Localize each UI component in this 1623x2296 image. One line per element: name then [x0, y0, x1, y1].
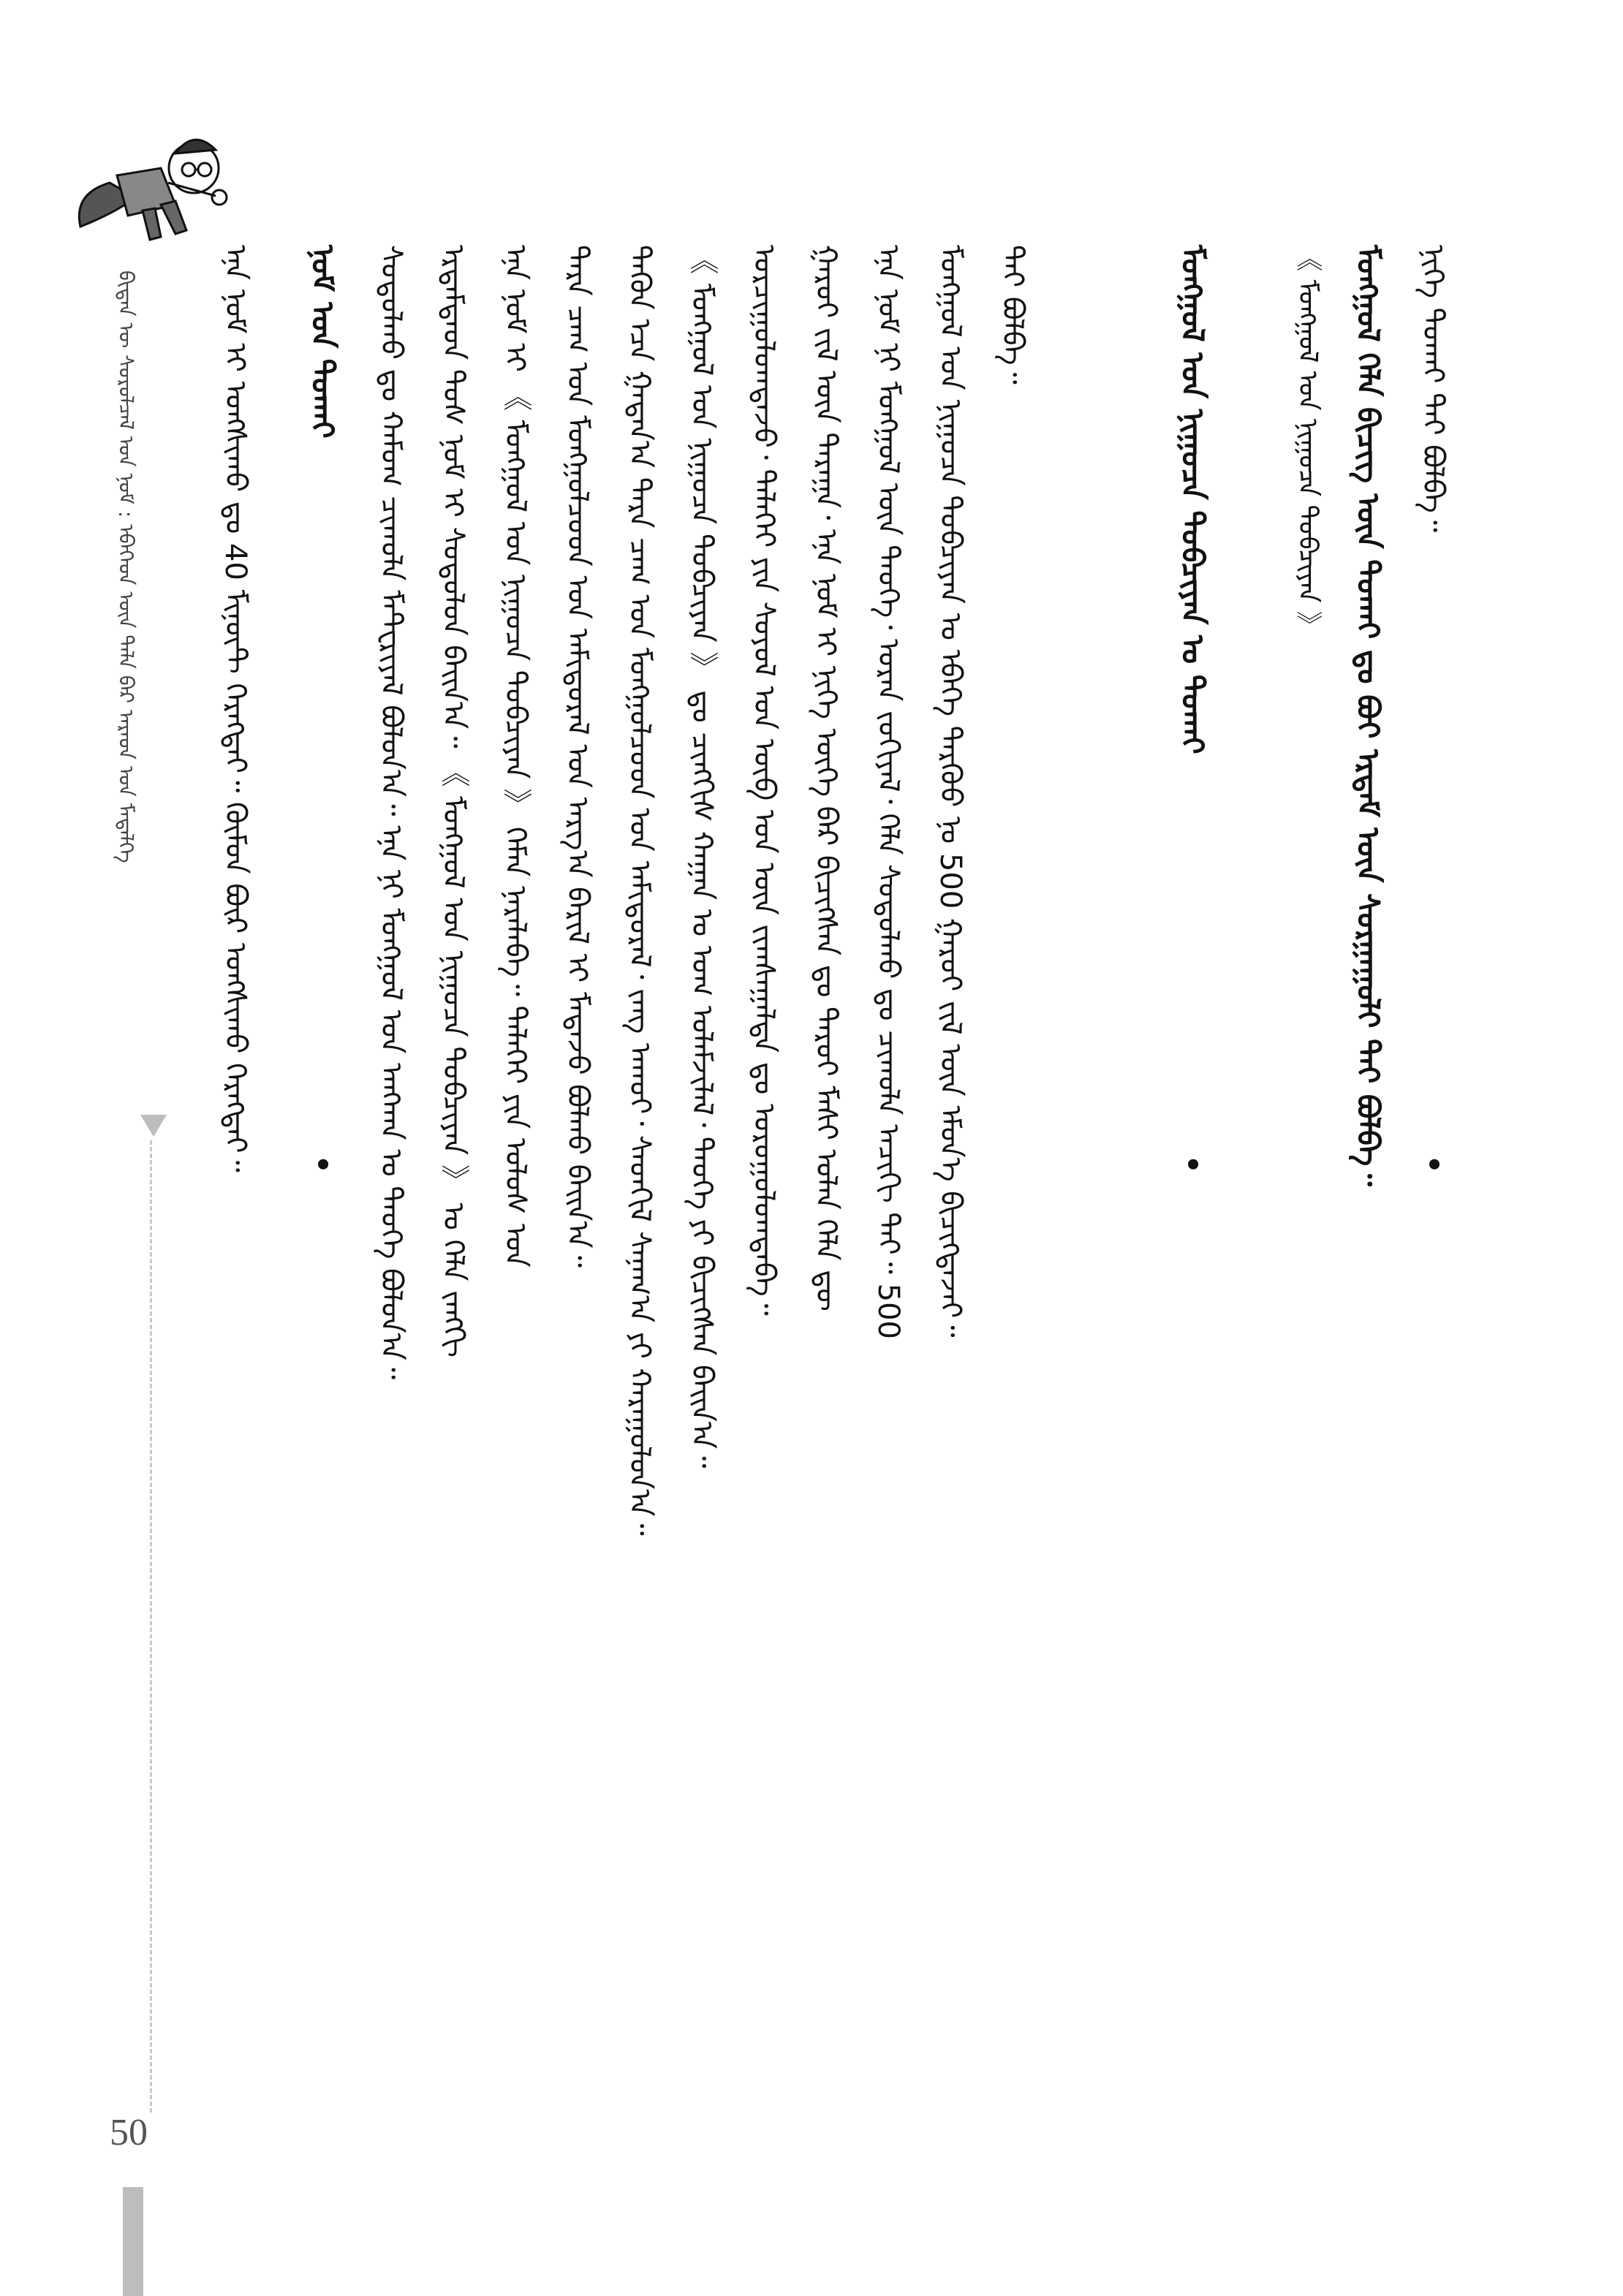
body-line-1: ᠨᠢᠭᠡ ᠲᠤᠬᠠᠢ ᠲᠠᠢ ᠪᠣᠯᠪᠠ᠃: [1416, 245, 1450, 533]
body-line-7: ᠣᠷᠴᠢᠭᠤᠯᠤᠭᠳᠠᠵᠤ᠂ ᠳᠡᠯᠡᠬᠡᠢ ᠶᠢᠨ ᠰᠣᠶᠣᠯ ᠤᠨ ᠥᠪ ᠡᠳ ᠦᠨ ᠵᠢᠭᠰᠠᠭᠠᠯᠲᠠ ᠳᠤ ᠣᠷᠤᠭᠤᠯᠤᠭᠳᠠᠪᠠ᠃: [747, 245, 781, 1316]
body-line-3: ᠲᠠᠢ ᠪᠣᠯᠪᠠ᠃: [996, 245, 1029, 384]
body-line-12: ᠡᠷᠳᠡᠮᠲᠡᠳ ᠲᠤᠰ ᠨᠣᠮ ᠢ ᠰᠤᠳᠤᠯᠤᠨ ᠪᠠᠢᠨ᠎ᠠ᠃ 《 ᠮᠣᠩᠭᠣᠯ ᠤᠨ ᠨᠢᠭᠤᠴᠠ ᠲᠣᠪᠴᠢᠶᠠᠨ 》 ᠤ ᠬᠡᠯᠡ ᠵᠠᠩᠭᠢ: [436, 245, 470, 1357]
body-line-8: 《 ᠮᠣᠩᠭᠣᠯ ᠤᠨ ᠨᠢᠭᠤᠴᠠ ᠲᠣᠪᠴᠢᠶᠠᠨ 》 ᠳᠤ ᠴᠢᠩᠭᠢᠰ ᠬᠠᠭᠠᠨ ᠤ ᠤᠭ ᠤᠯᠠᠮᠵᠢᠯᠠᠯ᠂ ᠲᠡᠦᠬᠡ ᠶᠢ ᠪᠢᠴᠢᠭᠰᠡᠨ ᠪᠠᠢᠨ᠎ᠠ᠃: [685, 245, 719, 1469]
page-edge-tab: [123, 2187, 143, 2296]
body-line-final: ᠡᠨᠡ ᠨᠣᠮ ᠢ ᠤᠩᠰᠢᠬᠤ ᠳᠤ 40 ᠮᠢᠨᠦ᠋ᠲ ᠬᠡᠷᠡᠭᠲᠡᠢ᠃ ᠬᠦᠮᠦᠨ ᠪᠦᠷ ᠤᠩᠰᠢᠬᠤ ᠬᠡᠷᠡᠭᠲᠡᠢ᠃: [219, 245, 252, 1172]
dashed-divider: [150, 1140, 152, 2113]
bullet-marker-2: •: [1175, 1155, 1208, 1174]
body-line-13: ᠰᠤᠳᠤᠯᠬᠤ ᠳᠤ ᠬᠠᠮᠤᠭ ᠴᠢᠬᠤᠯᠠ ᠮᠠᠲᠧᠷᠢᠶᠠᠯ ᠪᠣᠯᠤᠨ᠎ᠠ᠃ ᠡᠨᠡ ᠨᠢ ᠮᠣᠩᠭᠣᠯ ᠤᠨ ᠠᠩᠬᠠᠨ ᠤ ᠲᠡᠦᠬᠡ ᠪᠣᠯᠤᠨ᠎ᠠ᠃: [374, 245, 408, 1380]
quote-title: 《 ᠮᠣᠩᠭᠣᠯ ᠤᠨ ᠨᠢᠭᠤᠴᠠ ᠲᠣᠪᠴᠢᠶᠠᠨ 》: [1293, 245, 1323, 637]
cartoon-boy-icon: [66, 124, 234, 251]
page-number: 50: [110, 2112, 148, 2153]
body-line-6: ᠭᠠᠷᠤᠢ ᠵᠢᠯ ᠦᠨ ᠳᠠᠷᠠᠭᠠ᠂ ᠡᠨᠡ ᠨᠣᠮ ᠢ ᠨᠢᠭᠡ ᠦᠭᠡ ᠪᠠᠷ ᠪᠢᠴᠢᠭᠰᠡᠨ ᠳᠤ ᠳᠠᠷᠤᠢ ᠮᠠᠰᠢ ᠣᠯᠠᠨ ᠬᠡᠯᠡ ᠳᠦ: [809, 245, 843, 1311]
body-line-5: ᠡᠨᠡ ᠨᠣᠮ ᠨᠢ ᠮᠣᠩᠭᠣᠯ ᠦᠨ ᠲᠡᠦᠬᠡ᠂ ᠤᠷᠠᠨ ᠵᠣᠬᠢᠶᠠᠯ᠂ ᠬᠡᠯᠡ ᠰᠤᠳᠤᠯᠬᠤ ᠳᠤ ᠴᠢᠬᠤᠯᠠ ᠠᠴᠢᠬᠢ ᠲᠠᠢ᠃ 500: [871, 245, 905, 1339]
body-line-10: ᠲᠡᠷᠡ ᠴᠠᠭ ᠤᠨ ᠮᠣᠩᠭᠣᠯᠴᠤᠳ ᠤᠨ ᠠᠮᠢᠳᠤᠷᠠᠯ ᠤᠨ ᠠᠷᠭ᠎ᠠ ᠪᠠᠷᠢᠯ ᠢ ᠮᠡᠳᠡᠵᠦ ᠪᠣᠯᠬᠤ ᠪᠠᠢᠨ᠎ᠠ᠃: [561, 245, 594, 1268]
body-line-4: ᠮᠣᠩᠭᠣᠯ ᠤᠨ ᠨᠢᠭᠤᠴᠠ ᠲᠣᠪᠴᠢᠶᠠᠨ ᠤ ᠡᠪᠡᠭᠡ ᠲᠡᠷᠭᠦᠦ ᠨᠤ 500 ᠭᠠᠷᠤᠢ ᠵᠢᠯ ᠦᠨ ᠡᠮᠦᠨ᠎ᠡ ᠪᠢᠴᠢᠭᠳᠡᠵᠡᠢ᠃: [934, 245, 967, 1338]
section-heading-secret-history: ᠮᠣᠩᠭᠣᠯ ᠤᠨ ᠨᠢᠭᠤᠴᠠ ᠲᠣᠪᠴᠢᠶᠠᠨ ᠤ ᠲᠤᠬᠠᠢ: [1175, 245, 1211, 754]
section-heading-book: ᠨᠣᠮ ᠤᠨ ᠲᠤᠬᠠᠢ: [305, 245, 341, 439]
bullet-marker-3: •: [305, 1155, 338, 1174]
body-line-2: ᠮᠣᠩᠭᠣᠯ ᠬᠡᠯᠡ ᠪᠢᠴᠢᠭ ᠦᠨ ᠲᠤᠬᠠᠢ ᠳᠤ ᠪᠤᠶ ᠡᠷᠳᠡᠮ ᠦᠨ ᠰᠤᠷᠭᠠᠭᠤᠯᠢ ᠲᠠᠢ ᠪᠣᠯᠪᠠ᠃: [1350, 245, 1386, 1186]
body-line-9: ᠲᠡᠭᠦᠨ ᠡᠴᠡ ᠭᠠᠳᠠᠨ᠎ᠠ ᠲᠡᠷᠡ ᠴᠠᠭ ᠤᠨ ᠮᠣᠩᠭᠣᠯᠴᠤᠳ ᠤᠨ ᠠᠮᠢᠳᠤᠷᠠᠯ᠂ ᠵᠠᠩ ᠠᠬᠤᠢ᠂ ᠰᠡᠳᠬᠢᠯ ᠰᠠᠨᠠᠭ᠎ᠠ ᠶᠢ ᠬᠠᠷᠠᠭᠤᠯᠤᠨ᠎ᠠ᠃: [623, 245, 657, 1536]
sidebar-caption: ᠪᠢᠳᠡᠨ ᠦ ᠰᠤᠷᠤᠯᠴᠠᠯ ᠤᠨ ᠨᠣᠮ : ᠡᠪᠡᠭᠡᠳ ᠦᠨ ᠲᠠᠯᠠ ᠪᠠᠷ ᠠᠷᠠᠳ ᠤᠨ ᠮᠡᠳᠡᠯᠭᠡ: [114, 270, 138, 863]
triangle-arrow-icon: [140, 1115, 167, 1137]
body-line-11: ᠡᠨᠡ ᠨᠣᠮ ᠢ 《 ᠮᠣᠩᠭᠣᠯ ᠤᠨ ᠨᠢᠭᠤᠴᠠ ᠲᠣᠪᠴᠢᠶᠠᠨ 》 ᠬᠡᠮᠡᠨ ᠨᠡᠷᠡᠯᠡᠪᠡ᠃ ᠳᠡᠯᠡᠬᠡᠢ ᠶᠢᠨ ᠤᠯᠤᠰ ᠤᠨ: [499, 245, 532, 1268]
bullet-marker-1: •: [1416, 1155, 1450, 1174]
